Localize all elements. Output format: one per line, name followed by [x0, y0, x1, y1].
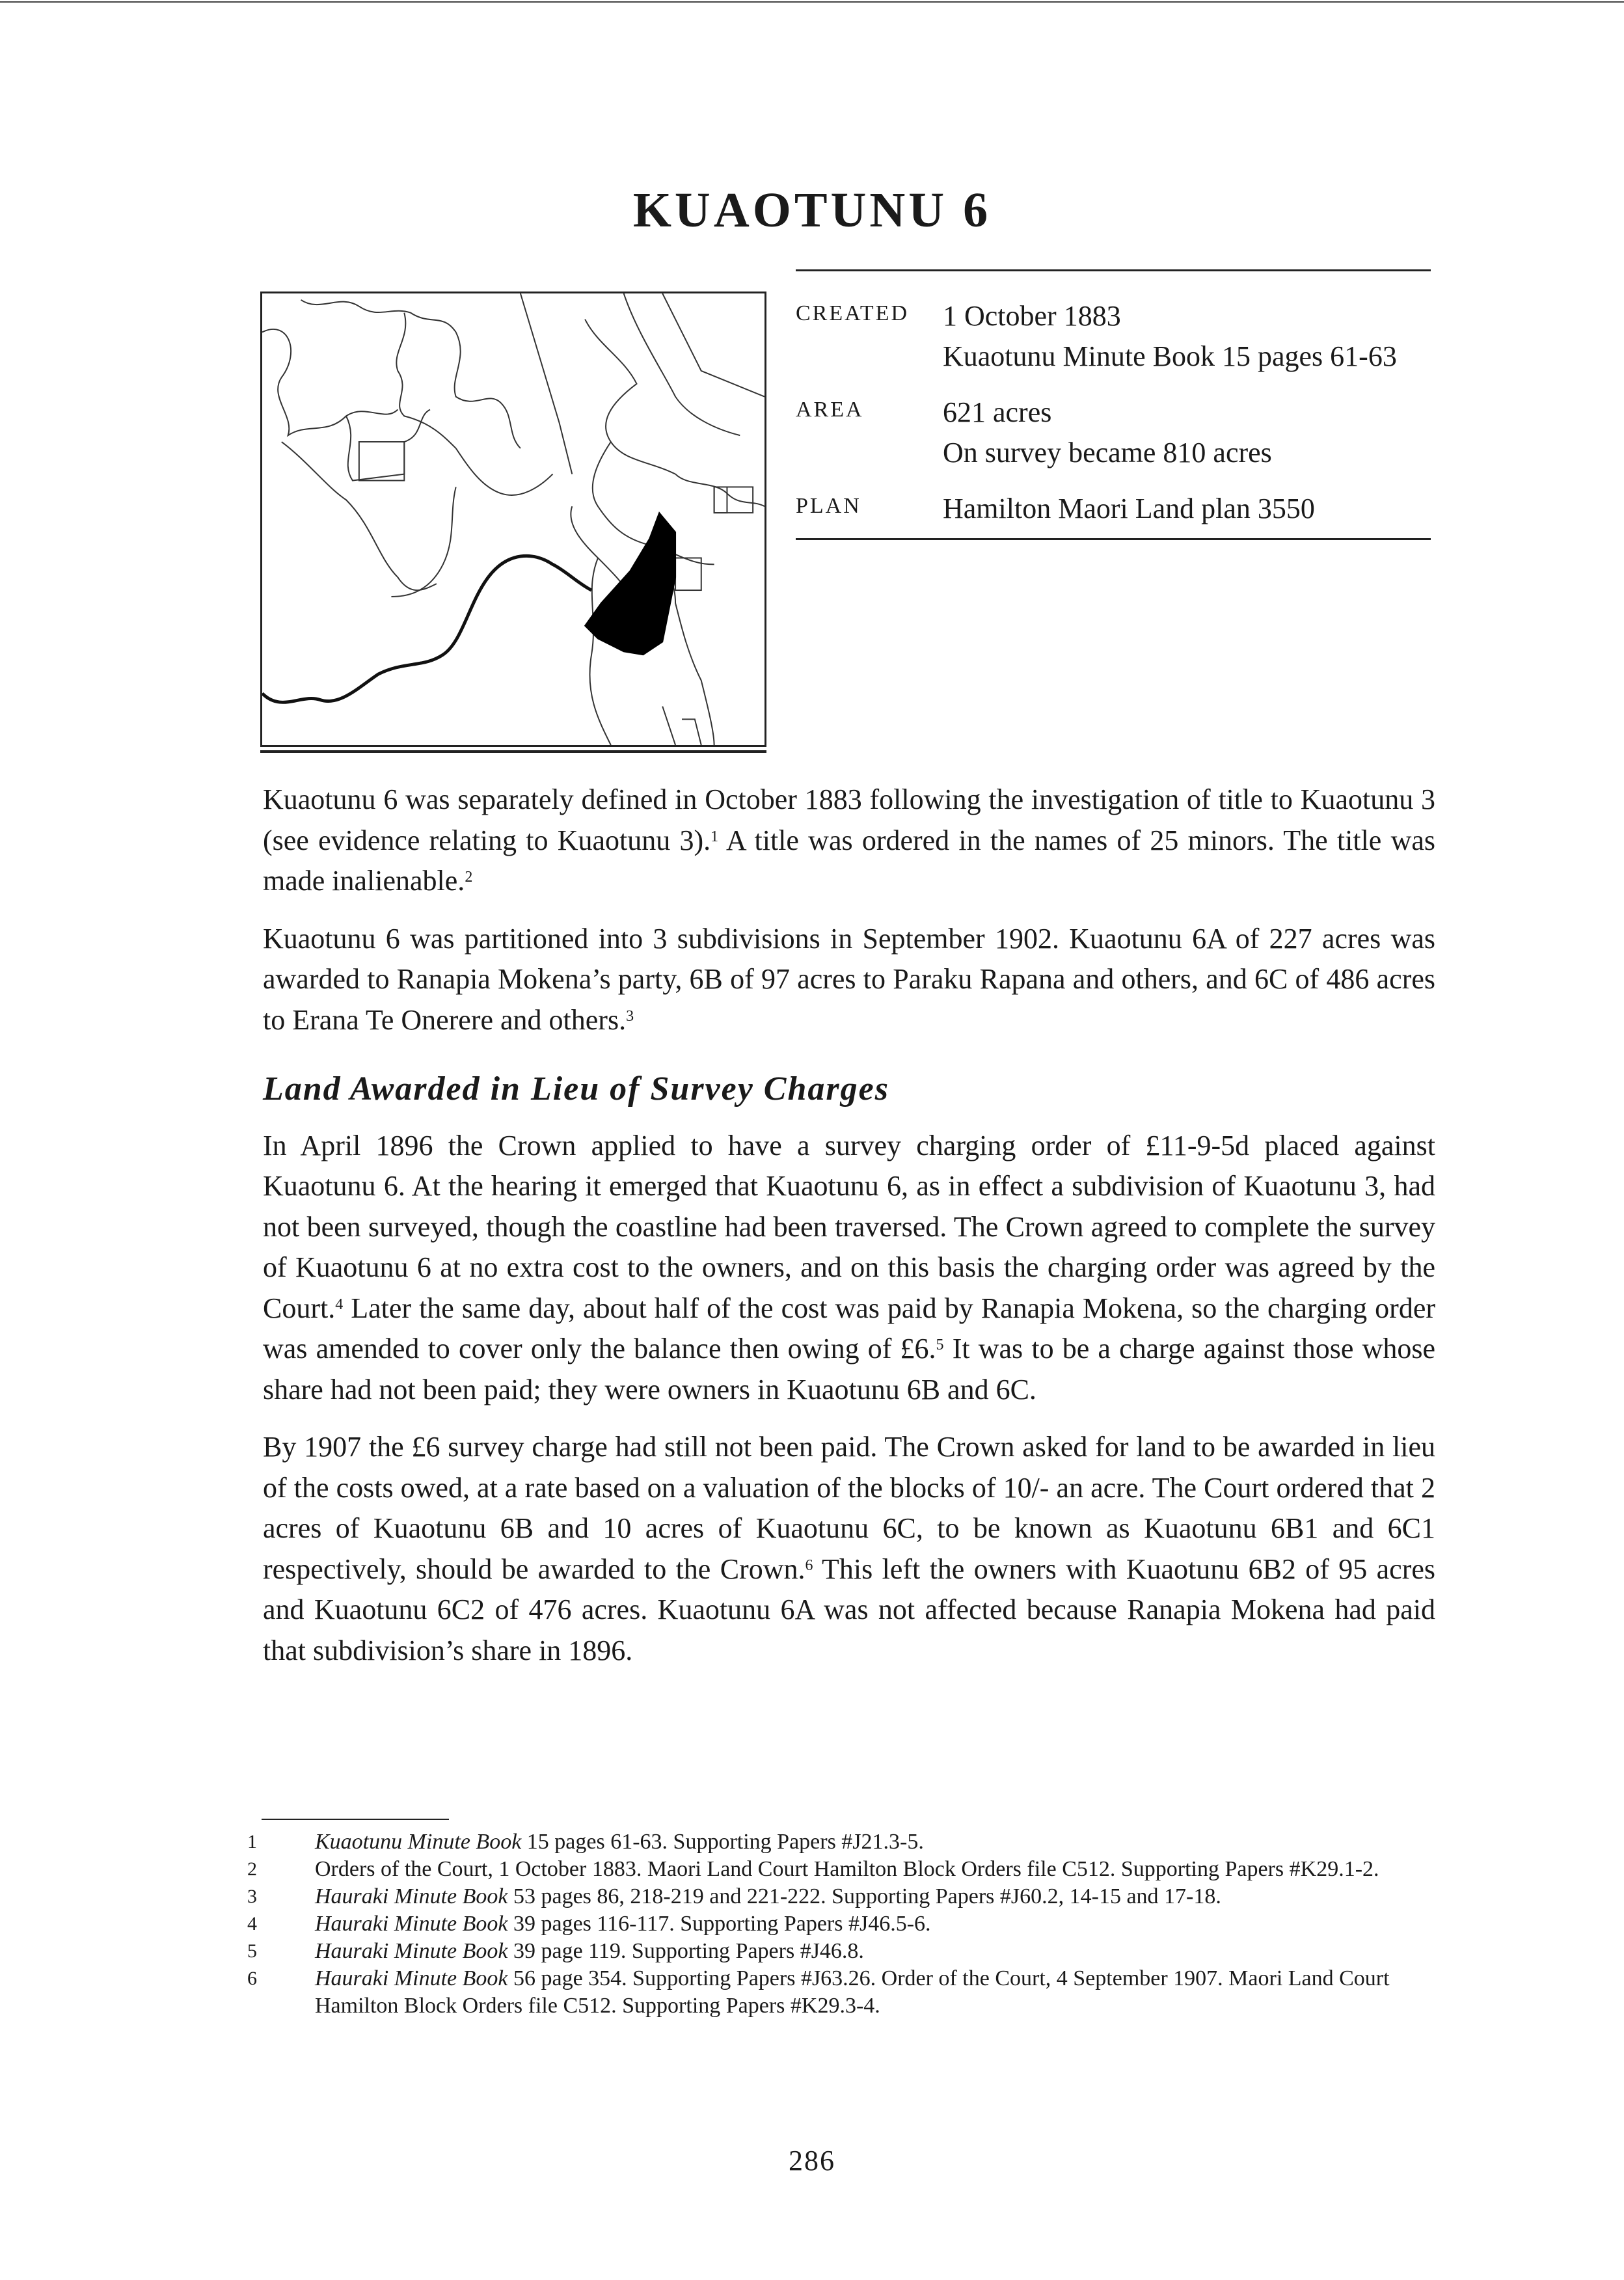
paragraph-3-text-a: In April 1896 the Crown applied to have a survey charging order of £11-9-5d placed against Kuaotunu 6. At the hearing it emerged that Kuaotunu 6, as in effect a subdivision of Kuaotunu 3, had not been surveyed, though the coastline had been traversed. The Crown agreed to complete the survey of Kuaotunu 6 at no extra cost to the owners, and on this basis the charging order was agreed by the Court. [263, 1129, 1435, 1324]
created-label: CREATED [796, 301, 909, 325]
footnote-detail: 39 page 119. Supporting Papers #J46.8. [508, 1939, 864, 1963]
paragraph-2-text: Kuaotunu 6 was partitioned into 3 subdivisions in September 1902. Kuaotunu 6A of 227 acres was awarded to Ranapia Mokena’s party, 6B of 97 acres to Paraku Rapana and others, and 6C of 486 acres to Erana Te Onerere and others. [263, 922, 1435, 1036]
area-row [796, 392, 1431, 473]
page-number: 286 [789, 2145, 835, 2177]
footnote-ref-6: 6 [805, 1556, 813, 1574]
map-drawing [262, 293, 765, 745]
footnote-ref-3: 3 [626, 1007, 634, 1025]
footnote-number: 2 [247, 1858, 257, 1880]
paragraph-3 [263, 1126, 1435, 1411]
footnote-source: Hauraki Minute Book [315, 1884, 508, 1908]
footnote-ref-5: 5 [936, 1337, 944, 1353]
footnote [247, 1828, 1451, 1856]
footnote-detail: 53 pages 86, 218-219 and 221-222. Supporting Papers #J60.2, 14-15 and 17-18. [508, 1884, 1221, 1908]
footnote-ref-1: 1 [710, 828, 719, 845]
footnote-text [315, 1910, 931, 1938]
footnote-detail: 39 pages 116-117. Supporting Papers #J46.5-6. [508, 1912, 931, 1936]
footnote-text [315, 1828, 924, 1856]
footnote-source: Hauraki Minute Book [315, 1912, 508, 1936]
block-info-panel [796, 269, 1431, 540]
area-acres: 621 acres [943, 396, 1052, 428]
page-title: KUAOTUNU 6 [632, 183, 992, 238]
created-value [943, 296, 1397, 377]
footnote-number: 5 [247, 1940, 257, 1962]
created-row [796, 296, 1431, 377]
main-text [263, 780, 1435, 1688]
section-heading: Land Awarded in Lieu of Survey Charges [263, 1070, 889, 1107]
top-border [0, 1, 1624, 3]
paragraph-3-text-c: It was to be a charge against those whose share had not been paid; they were owners in Kuaotunu 6B and 6C. [263, 1333, 1435, 1405]
footnote [247, 1883, 1451, 1910]
footnote-source: Kuaotunu Minute Book [315, 1830, 522, 1854]
plan-number: Hamilton Maori Land plan 3550 [943, 493, 1315, 524]
paragraph-3-text-b: Later the same day, about half of the cost was paid by Ranapia Mokena, so the charging order was amended to cover only the balance then owing of £6. [263, 1292, 1435, 1364]
area-label: AREA [796, 398, 864, 422]
footnote-number: 4 [247, 1913, 257, 1934]
footnotes [247, 1828, 1451, 2020]
paragraph-1 [263, 780, 1435, 902]
footnote-number: 6 [247, 1968, 257, 1989]
footnote [247, 1910, 1451, 1938]
location-map [260, 292, 766, 747]
footnote-text [315, 1856, 1379, 1883]
area-survey: On survey became 810 acres [943, 437, 1272, 468]
footnote-detail: 15 pages 61-63. Supporting Papers #J21.3-5. [521, 1830, 924, 1854]
footnote-number: 3 [247, 1886, 257, 1907]
footnote-divider [262, 1819, 449, 1820]
plan-row [796, 489, 1431, 529]
paragraph-1-text: Kuaotunu 6 was separately defined in October 1883 following the investigation of title to Kuaotunu 3 (see evidence relating to Kuaotunu 3). [263, 783, 1435, 856]
paragraph-4-text-b: This left the owners with Kuaotunu 6B2 of 95 acres and Kuaotunu 6C2 of 476 acres. Kuaotunu 6A was not affected because Ranapia Mokena had paid that subdivision’s share in 1896. [263, 1553, 1435, 1666]
footnote-detail: 56 page 354. Supporting Papers #J63.26. Order of the Court, 4 September 1907. Maori Land Court Hamilton Block Orders file C512. Supporting Papers #K29.3-4. [315, 1966, 1390, 2018]
footnote-detail: Orders of the Court, 1 October 1883. Maori Land Court Hamilton Block Orders file C512. Supporting Papers #K29.1-2. [315, 1857, 1379, 1881]
footnote-text [315, 1965, 1451, 2020]
paragraph-4-text-a: By 1907 the £6 survey charge had still not been paid. The Crown asked for land to be awarded in lieu of the costs owed, at a rate based on a valuation of the blocks of 10/- an acre. The Court ordered that 2 acres of Kuaotunu 6B and 10 acres of Kuaotunu 6C, to be known as Kuaotunu 6B1 and 6C1 respectively, should be awarded to the Crown. [263, 1431, 1435, 1585]
paragraph-4 [263, 1427, 1435, 1671]
footnote-number: 1 [247, 1831, 257, 1853]
kuaotunu-6-block [585, 513, 675, 655]
footnote [247, 1965, 1451, 2020]
footnote [247, 1938, 1451, 1965]
created-source: Kuaotunu Minute Book 15 pages 61-63 [943, 340, 1397, 372]
paragraph-2 [263, 919, 1435, 1041]
footnote-ref-2: 2 [465, 869, 473, 886]
created-date: 1 October 1883 [943, 300, 1121, 332]
footnote [247, 1856, 1451, 1883]
area-value [943, 392, 1272, 473]
plan-label: PLAN [796, 494, 861, 518]
footnote-text [315, 1883, 1221, 1910]
plan-value [943, 489, 1315, 529]
footnote-ref-4: 4 [335, 1296, 344, 1313]
paragraph-1-text-b: A title was ordered in the names of 25 minors. The title was made inalienable. [263, 824, 1435, 897]
footnote-source: Hauraki Minute Book [315, 1939, 508, 1963]
footnote-source: Hauraki Minute Book [315, 1966, 508, 1990]
footnote-text [315, 1938, 864, 1965]
